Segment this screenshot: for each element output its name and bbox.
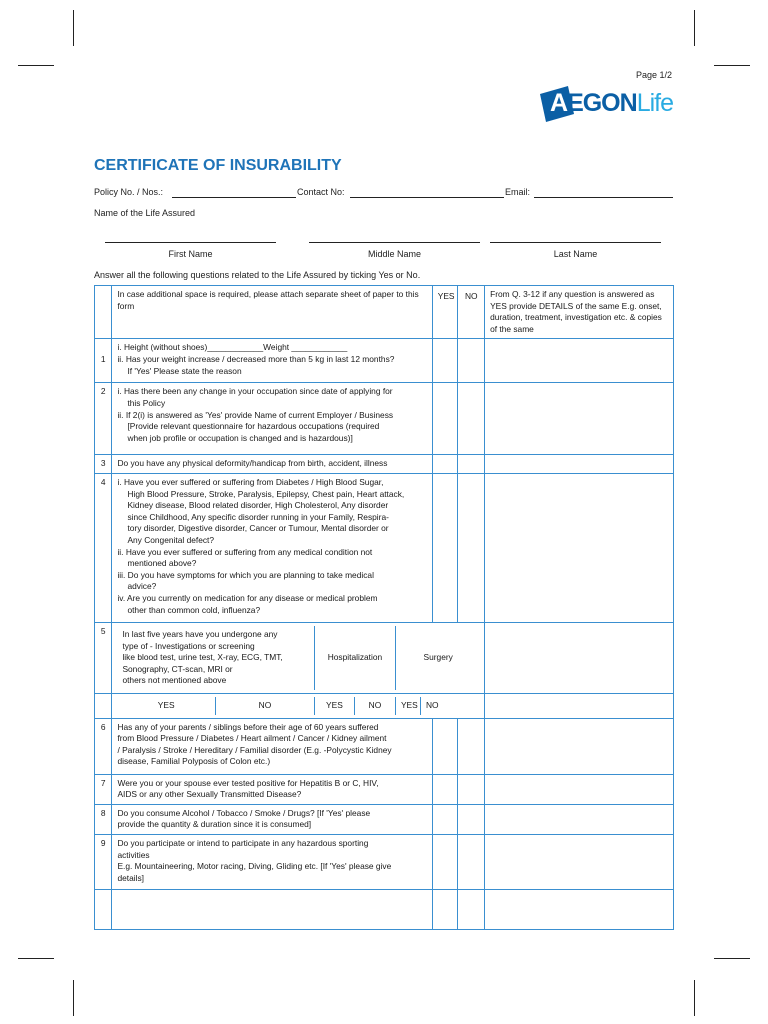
investigation-yes-option[interactable]: YES: [157, 699, 175, 710]
details-cell[interactable]: [485, 622, 674, 693]
surgery-no-option[interactable]: NO: [420, 697, 480, 715]
question-number: 3: [95, 455, 112, 474]
table-cell: [95, 286, 112, 339]
aegon-life-logo: [538, 84, 678, 124]
details-cell[interactable]: [485, 339, 674, 383]
question-text: Were you or your spouse ever tested positive for Hepatitis B or C, HIV, AIDS or any other Sexually Transmitted Disease?: [112, 774, 432, 804]
question-number: 1: [95, 339, 112, 383]
table-header-row: [95, 286, 674, 339]
question-number: 6: [95, 718, 112, 774]
crop-mark: [18, 958, 54, 959]
crop-mark: [694, 980, 695, 1016]
crop-mark: [714, 65, 750, 66]
question-row-2: [95, 383, 674, 455]
question-number: 5: [95, 622, 112, 693]
details-cell[interactable]: [485, 693, 674, 718]
question-text: Has any of your parents / siblings before their age of 60 years suffered from Blood Pressure / Diabetes / Heart ailment / Cancer / Kidney ailment / Paralysis / Stroke / Hereditary / Familial disorder (E.g. -Polycystic Kidney disease, Familial Polyposis of Colon etc.): [112, 718, 432, 774]
yes-checkbox[interactable]: [432, 774, 458, 804]
crop-mark: [73, 980, 74, 1016]
question-row-1: [95, 339, 674, 383]
policy-label: Policy No. / Nos.:: [94, 187, 164, 197]
header-note: In case additional space is required, please attach separate sheet of paper to this form: [112, 286, 432, 339]
details-cell[interactable]: [485, 834, 674, 889]
no-checkbox[interactable]: [458, 455, 485, 474]
logo-text: AEGONLife: [550, 89, 673, 117]
table-cell: [95, 889, 112, 929]
contact-label: Contact No:: [297, 187, 345, 197]
page-title: CERTIFICATE OF INSURABILITY: [94, 157, 342, 174]
hospitalization-label: Hospitalization: [314, 626, 395, 690]
yes-checkbox[interactable]: [432, 804, 458, 834]
policy-field[interactable]: [172, 197, 296, 198]
question-row-6: [95, 718, 674, 774]
last-name-caption: Last Name: [553, 249, 598, 259]
yes-checkbox[interactable]: [432, 889, 458, 929]
crop-mark: [714, 958, 750, 959]
instruction-text: Answer all the following questions related to the Life Assured by ticking Yes or No.: [94, 270, 421, 280]
crop-mark: [18, 65, 54, 66]
no-checkbox[interactable]: [458, 473, 485, 622]
middle-name-caption: Middle Name: [367, 249, 422, 259]
email-field[interactable]: [534, 197, 673, 198]
first-name-caption: First Name: [168, 249, 213, 259]
yes-checkbox[interactable]: [432, 383, 458, 455]
questionnaire-table: [94, 285, 674, 930]
question-row-8: [95, 804, 674, 834]
yes-checkbox[interactable]: [432, 718, 458, 774]
no-header: NO: [458, 286, 485, 339]
yes-checkbox[interactable]: [432, 339, 458, 383]
investigation-no-option[interactable]: NO: [215, 697, 314, 715]
surgery-yes-option[interactable]: YES: [395, 697, 420, 715]
question-text[interactable]: [112, 889, 432, 929]
details-cell[interactable]: [485, 804, 674, 834]
no-checkbox[interactable]: [458, 339, 485, 383]
surgery-label: Surgery: [395, 626, 480, 690]
question-row-3: [95, 455, 674, 474]
details-cell[interactable]: [485, 383, 674, 455]
no-checkbox[interactable]: [458, 383, 485, 455]
crop-mark: [694, 10, 695, 46]
table-cell: [95, 693, 112, 718]
question-5-block: [112, 622, 485, 693]
question-text: i. Height (without shoes)____________Weight ____________ ii. Has your weight increase / decreased more than 5 kg in last 12 months? If 'Yes' Please state the reason: [112, 339, 432, 383]
crop-mark: [73, 10, 74, 46]
question-row-9: [95, 834, 674, 889]
no-checkbox[interactable]: [458, 889, 485, 929]
question-5-options: [112, 693, 485, 718]
no-checkbox[interactable]: [458, 774, 485, 804]
question-5-inner: [117, 626, 480, 690]
details-cell[interactable]: [485, 455, 674, 474]
question-row-7: [95, 774, 674, 804]
no-checkbox[interactable]: [458, 718, 485, 774]
middle-name-field[interactable]: [309, 242, 480, 243]
question-text: In last five years have you undergone any type of - Investigations or screening like blood test, urine test, X-ray, ECG, TMT, Sonography, CT-scan, MRI or others not mentioned above: [122, 628, 283, 686]
email-label: Email:: [505, 187, 531, 197]
question-number: 4: [95, 473, 112, 622]
question-number: 7: [95, 774, 112, 804]
blank-row: [95, 889, 674, 929]
question-text: i. Have you ever suffered or suffering from Diabetes / High Blood Sugar, High Blood Pressure, Stroke, Paralysis, Epilepsy, Chest pain, Heart attack, Kidney disease, Blood related disorder, High Cholesterol, Any disorder since Childhood, Any specific disorder running in your Family, Respira- tory disorder, Digestive disorder, Cancer or Tumour, Mental disorder or Any Congenital defect? ii. Have you ever suffered or suffering from any medical condition not mentioned above? iii. Do you have symptoms for which you are planning to take medical advice? iv. Are you currently on medication for any disease or medical problem other than common cold, influenza?: [112, 473, 432, 622]
name-label: Name of the Life Assured: [94, 208, 196, 218]
question-row-5: [95, 622, 674, 693]
question-number: 8: [95, 804, 112, 834]
yes-header: YES: [432, 286, 458, 339]
page-number: Page 1/2: [636, 70, 673, 80]
question-number: 9: [95, 834, 112, 889]
details-cell[interactable]: [485, 774, 674, 804]
contact-field[interactable]: [350, 197, 504, 198]
details-note: From Q. 3-12 if any question is answered as YES provide DETAILS of the same E.g. onset, duration, treatment, investigation etc. & copies of the same: [485, 286, 674, 339]
details-cell[interactable]: [485, 718, 674, 774]
question-text: Do you have any physical deformity/handicap from birth, accident, illness: [112, 455, 432, 474]
question-row-4: [95, 473, 674, 622]
question-text: Do you consume Alcohol / Tobacco / Smoke / Drugs? [If 'Yes' please provide the quantity & duration since it is consumed]: [112, 804, 432, 834]
question-text: Do you participate or intend to participate in any hazardous sporting activities E.g. Mountaineering, Motor racing, Diving, Gliding etc. [If 'Yes' please give details]: [112, 834, 432, 889]
question-number: 2: [95, 383, 112, 455]
no-checkbox[interactable]: [458, 804, 485, 834]
yes-checkbox[interactable]: [432, 834, 458, 889]
question-5-options-inner: [117, 697, 480, 715]
details-cell[interactable]: [485, 473, 674, 622]
yes-checkbox[interactable]: [432, 473, 458, 622]
details-cell[interactable]: [485, 889, 674, 929]
question-5-options-row: [95, 693, 674, 718]
first-name-field[interactable]: [105, 242, 276, 243]
hospitalization-yes-option[interactable]: YES: [314, 697, 354, 715]
hospitalization-no-option[interactable]: NO: [354, 697, 395, 715]
yes-checkbox[interactable]: [432, 455, 458, 474]
no-checkbox[interactable]: [458, 834, 485, 889]
question-text: i. Has there been any change in your occupation since date of applying for this Policy ii. If 2(i) is answered as 'Yes' provide Name of current Employer / Business [Provide relevant questionnaire for hazardous occupations (required when job profile or occupation is changed and is hazardous)]: [112, 383, 432, 455]
last-name-field[interactable]: [490, 242, 661, 243]
